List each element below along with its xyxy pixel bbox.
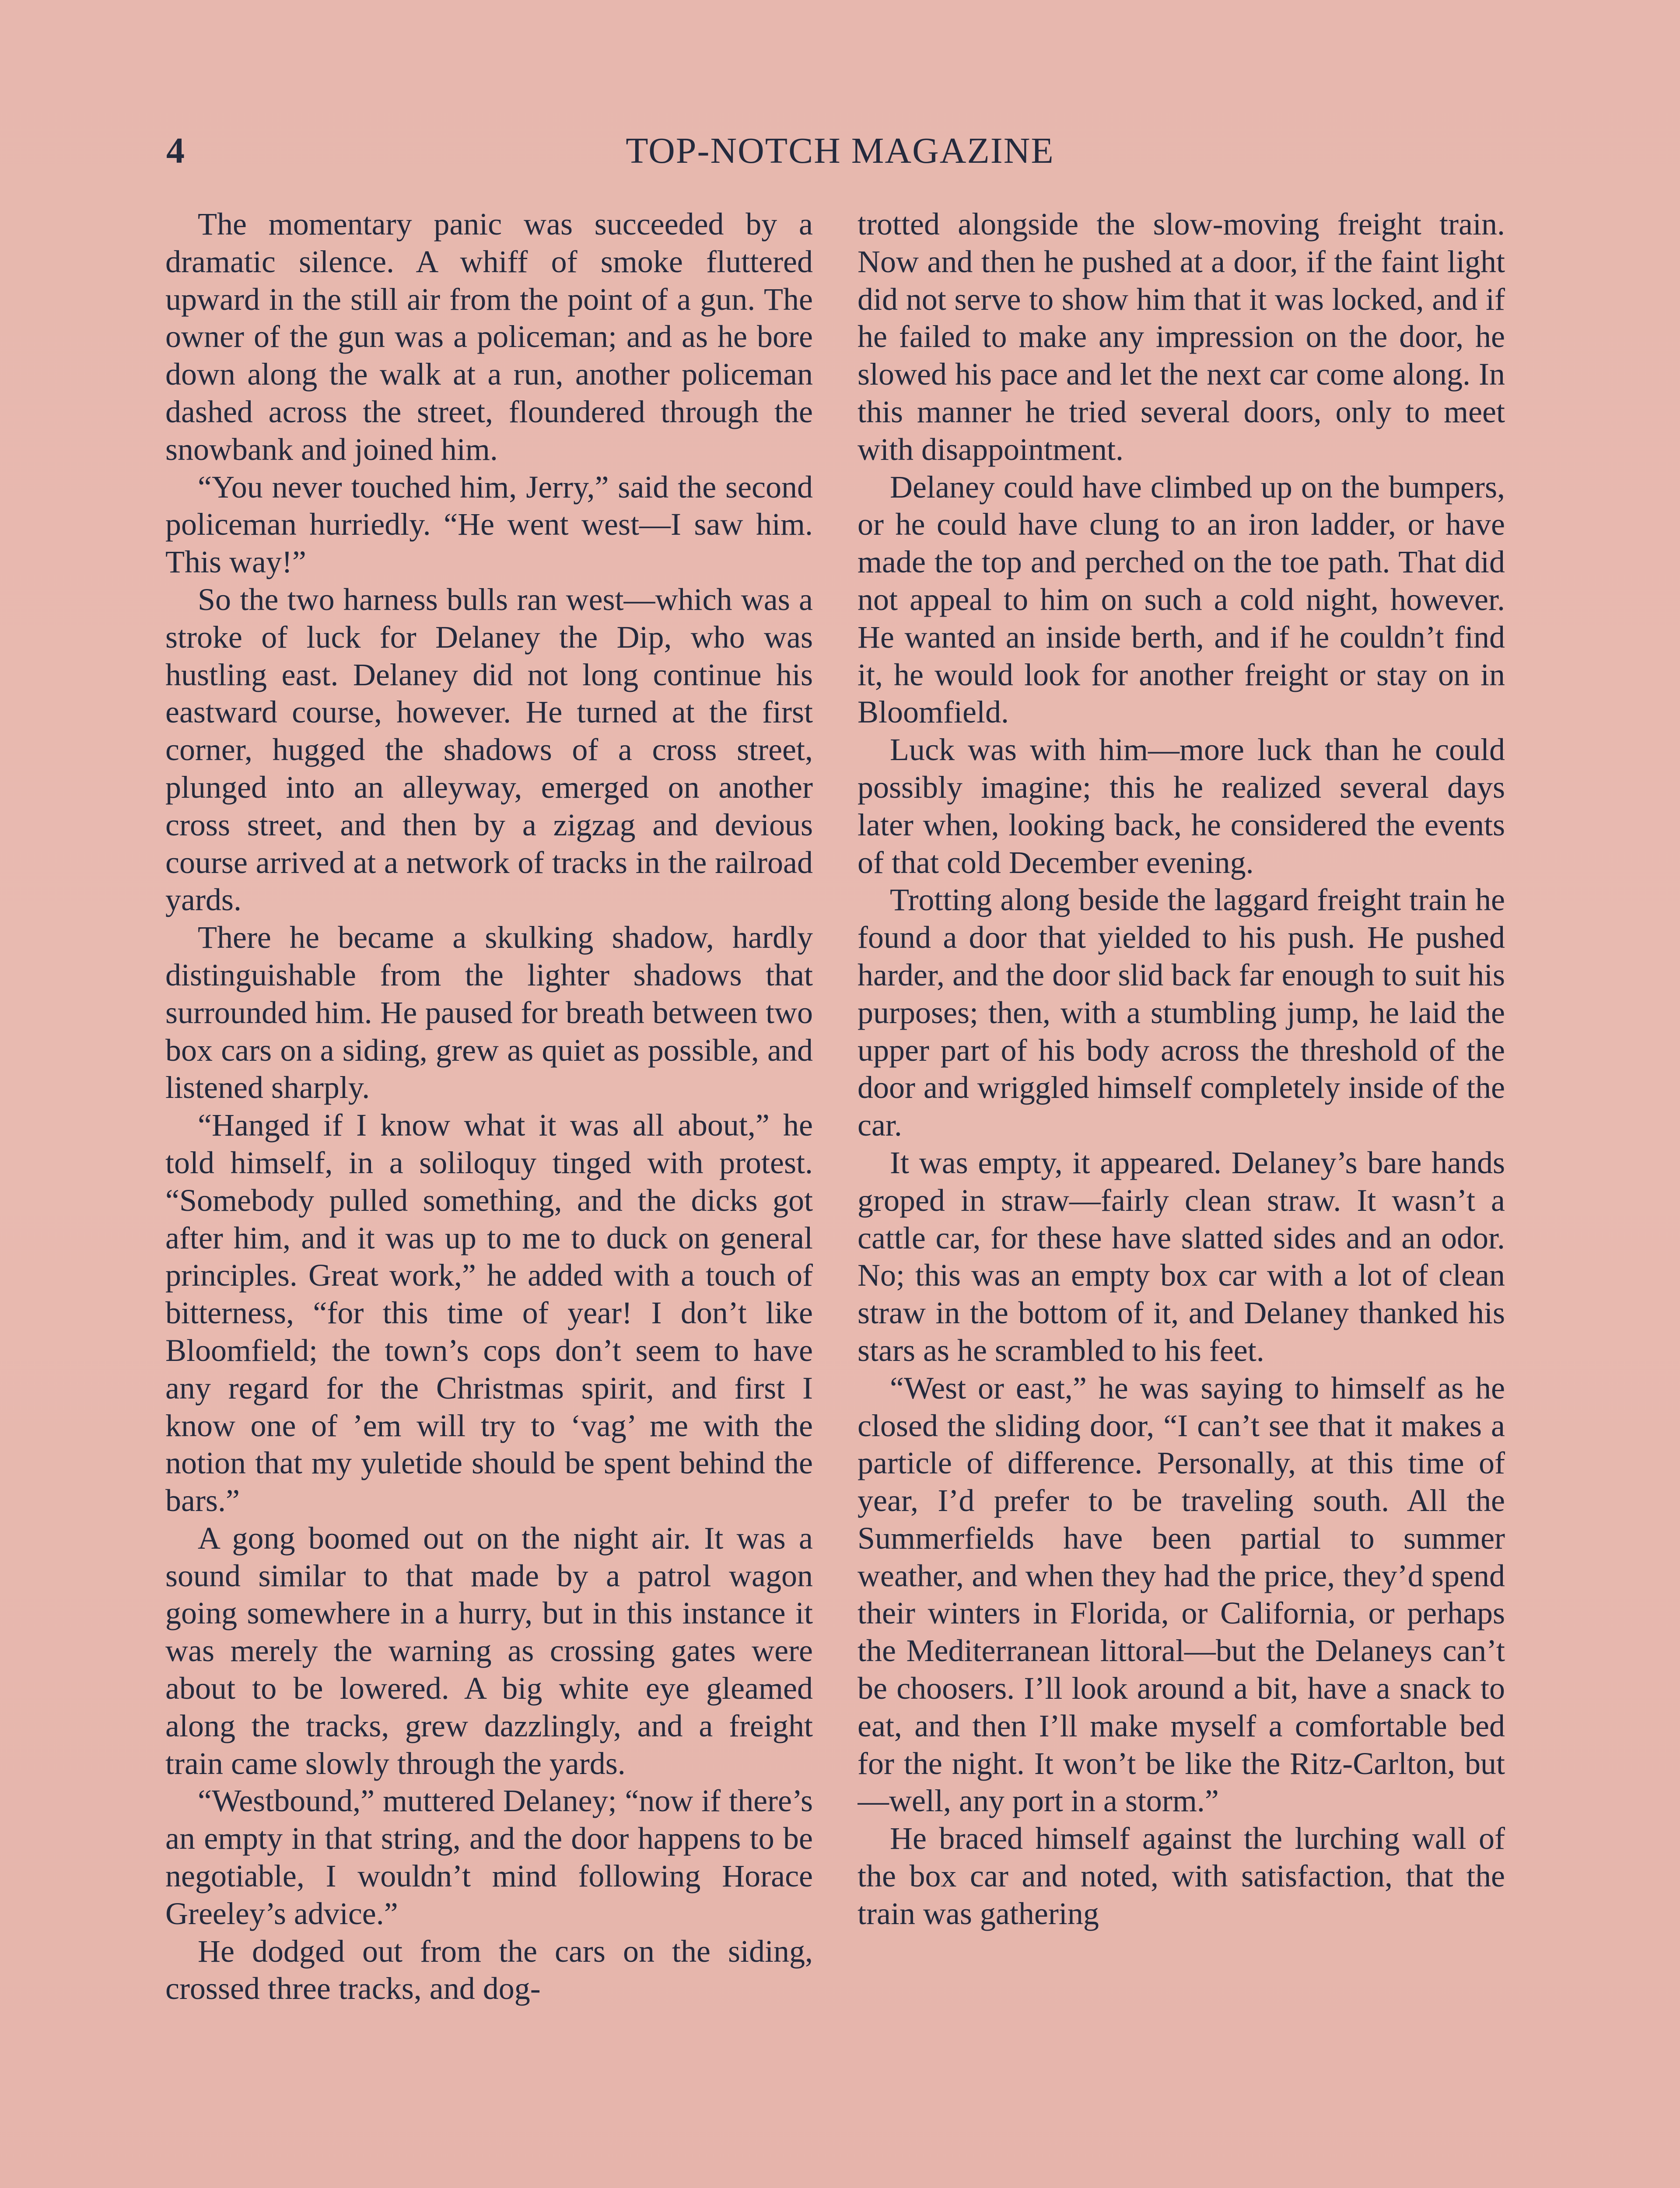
paragraph: A gong boomed out on the night air. It was a sound similar to that made by a patrol wagon going somewhere in a hurry, but in this instance it was merely the warning as crossing gates were about to be lowered. A big white eye gleamed along the tracks, grew dazzlingly, and a freight train came slowly through the yards.: [165, 1520, 813, 1781]
paragraph: So the two harness bulls ran west—which was a stroke of luck for Delaney the Dip, who was hustling east. Delaney did not long continue his eastward course, however. He turned at the first corner, hugged the shadows of a cross street, plunged into an alleyway, emerged on another cross street, and then by a zigzag and devious course arrived at a network of tracks in the railroad yards.: [165, 582, 813, 918]
page-number: 4: [166, 130, 185, 171]
paragraph: “West or east,” he was saying to himself as he closed the sliding door, “I can’t see that it makes a particle of difference. Personally, at this time of year, I’d prefer to be traveling south. All the Summerfields have been partial to summer weather, and when they had the price, they’d spend their winters in Florida, or California, or perhaps the Mediterranean littoral—but the Delaneys can’t be choosers. I’ll look around a bit, have a snack to eat, and then I’ll make myself a comfortable bed for the night. It won’t be like the Ritz-Carlton, but—well, any port in a storm.”: [858, 1370, 1505, 1819]
right-column: [858, 206, 1505, 2188]
paragraph: It was empty, it appeared. Delaney’s bare hands groped in straw—fairly clean straw. It wasn’t a cattle car, for these have slatted sides and an odor. No; this was an empty box car with a lot of clean straw in the bottom of it, and Delaney thanked his stars as he scrambled to his feet.: [858, 1145, 1505, 1368]
paragraph: The momentary panic was succeeded by a dramatic silence. A whiff of smoke fluttered upward in the still air from the point of a gun. The owner of the gun was a policeman; and as he bore down along the walk at a run, another policeman dashed across the street, floundered through the snowbank and joined him.: [165, 207, 813, 467]
paragraph: He dodged out from the cars on the siding, crossed three tracks, and dog-: [165, 1933, 813, 2006]
paragraph: Trotting along beside the laggard freight train he found a door that yielded to his push. He pushed harder, and the door slid back far enough to suit his purposes; then, with a stumbling jump, he laid the upper part of his body across the threshold of the door and wriggled himself completely inside of the car.: [858, 882, 1505, 1143]
paragraph: Delaney could have climbed up on the bumpers, or he could have clung to an iron ladder, or have made the top and perched on the toe path. That did not appeal to him on such a cold night, however. He wanted an inside berth, and if he couldn’t find it, he would look for another freight or stay on in Bloomfield.: [858, 469, 1505, 730]
paragraph-continued: trotted alongside the slow-moving freight train. Now and then he pushed at a door, if the faint light did not serve to show him that it was locked, and if he failed to make any impression on the door, he slowed his pace and let the next car come along. In this manner he tried several doors, only to meet with disappointment.: [858, 207, 1505, 467]
left-column: [165, 206, 813, 2188]
paragraph: He braced himself against the lurching wall of the box car and noted, with satisfaction, that the train was gathering: [858, 1821, 1505, 1931]
paragraph: Luck was with him—more luck than he could possibly imagine; this he realized several days later when, looking back, he considered the events of that cold December evening.: [858, 732, 1505, 880]
running-title: TOP-NOTCH MAGAZINE: [626, 130, 1054, 171]
paragraph: “Westbound,” muttered Delaney; “now if there’s an empty in that string, and the door happens to be negotiable, I wouldn’t mind following Horace Greeley’s advice.”: [165, 1783, 813, 1931]
paragraph: There he became a skulking shadow, hardly distinguishable from the lighter shadows that surrounded him. He paused for breath between two box cars on a siding, grew as quiet as possible, and listened sharply.: [165, 920, 813, 1105]
page-header: [166, 127, 1514, 179]
paragraph: “You never touched him, Jerry,” said the second policeman hurriedly. “He went west—I saw him. This way!”: [165, 469, 813, 580]
paragraph: “Hanged if I know what it was all about,” he told himself, in a soliloquy tinged with protest. “Somebody pulled something, and the dicks got after him, and it was up to me to duck on general principles. Great work,” he added with a touch of bitterness, “for this time of year! I don’t like Bloomfield; the town’s cops don’t seem to have any regard for the Christmas spirit, and first I know one of ’em will try to ‘vag’ me with the notion that my yuletide should be spent behind the bars.”: [165, 1108, 813, 1518]
